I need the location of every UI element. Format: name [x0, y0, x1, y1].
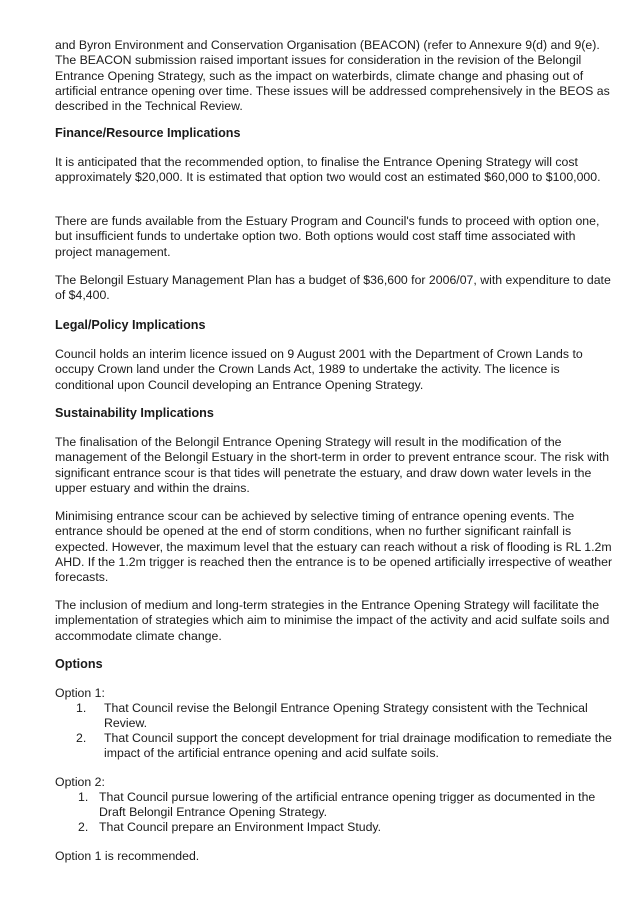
option-2-item-1-text: That Council pursue lowering of the artificial entrance opening trigger as documented in the Draft Belongil Entrance Opening Strategy.: [99, 790, 596, 820]
options-heading: Options: [55, 657, 103, 671]
sustainability-heading: Sustainability Implications: [55, 406, 214, 420]
option-1-item-2-text: That Council support the concept development for trial drainage modification to remediate the impact of the artificial entrance opening and acid sulfate soils.: [104, 731, 612, 761]
option-2-item-1-number: 1.: [78, 790, 89, 804]
option-1-label: Option 1:: [55, 686, 105, 700]
sustainability-paragraph-1: The finalisation of the Belongil Entrance Opening Strategy will result in the modification of the management of the Belongil Estuary in the short-term in order to prevent entrance scour. The risk with significant entrance scour is that tides will penetrate the estuary, and draw down water levels in the upper estuary and within the drains.: [55, 435, 610, 495]
recommendation-text: Option 1 is recommended.: [55, 849, 200, 863]
option-2-label: Option 2:: [55, 775, 105, 789]
option-2-item-2-text: That Council prepare an Environment Impact Study.: [99, 820, 382, 834]
option-2-item-2-number: 2.: [78, 820, 89, 834]
option-1-item-1-text: That Council revise the Belongil Entrance Opening Strategy consistent with the Technical Review.: [104, 701, 588, 731]
legal-paragraph-1: Council holds an interim licence issued on 9 August 2001 with the Department of Crown Lands to occupy Crown land under the Crown Lands Act, 1989 to undertake the activity. The licence is conditional upon Council developing an Entrance Opening Strategy.: [55, 347, 583, 392]
sustainability-paragraph-2: Minimising entrance scour can be achieved by selective timing of entrance opening events. The entrance should be opened at the end of storm conditions, when no further significant rainfall is expected. However, the maximum level that the estuary can reach without a risk of flooding is RL 1.2m AHD. If the 1.2m trigger is reached then the entrance is to be opened artificially irrespective of weather forecasts.: [55, 509, 613, 585]
sustainability-paragraph-3: The inclusion of medium and long-term strategies in the Entrance Opening Strategy will facilitate the implementation of strategies which aim to minimise the impact of the activity and acid sulfate soils and accommodate climate change.: [55, 598, 610, 643]
finance-paragraph-1: It is anticipated that the recommended option, to finalise the Entrance Opening Strategy will cost approximately $20,000. It is estimated that option two would cost an estimated $60,000 to $100,000.: [55, 155, 601, 185]
legal-heading: Legal/Policy Implications: [55, 318, 206, 332]
intro-paragraph: and Byron Environment and Conservation Organisation (BEACON) (refer to Annexure 9(d) and 9(e). The BEACON submission raised important issues for consideration in the revision of the Belongil Entrance Opening Strategy, such as the impact on waterbirds, climate change and phasing out of artificial entrance opening over time. These issues will be addressed comprehensively in the BEOS as described in the Technical Review.: [55, 38, 610, 114]
finance-paragraph-3: The Belongil Estuary Management Plan has a budget of $36,600 for 2006/07, with expenditure to date of $4,400.: [55, 273, 611, 303]
finance-paragraph-2: There are funds available from the Estuary Program and Council's funds to proceed with option one, but insufficient funds to undertake option two. Both options would cost staff time associated with project management.: [55, 214, 600, 259]
option-1-item-2-number: 2.: [76, 731, 87, 745]
finance-heading: Finance/Resource Implications: [55, 126, 241, 140]
option-1-item-1-number: 1.: [76, 701, 87, 715]
